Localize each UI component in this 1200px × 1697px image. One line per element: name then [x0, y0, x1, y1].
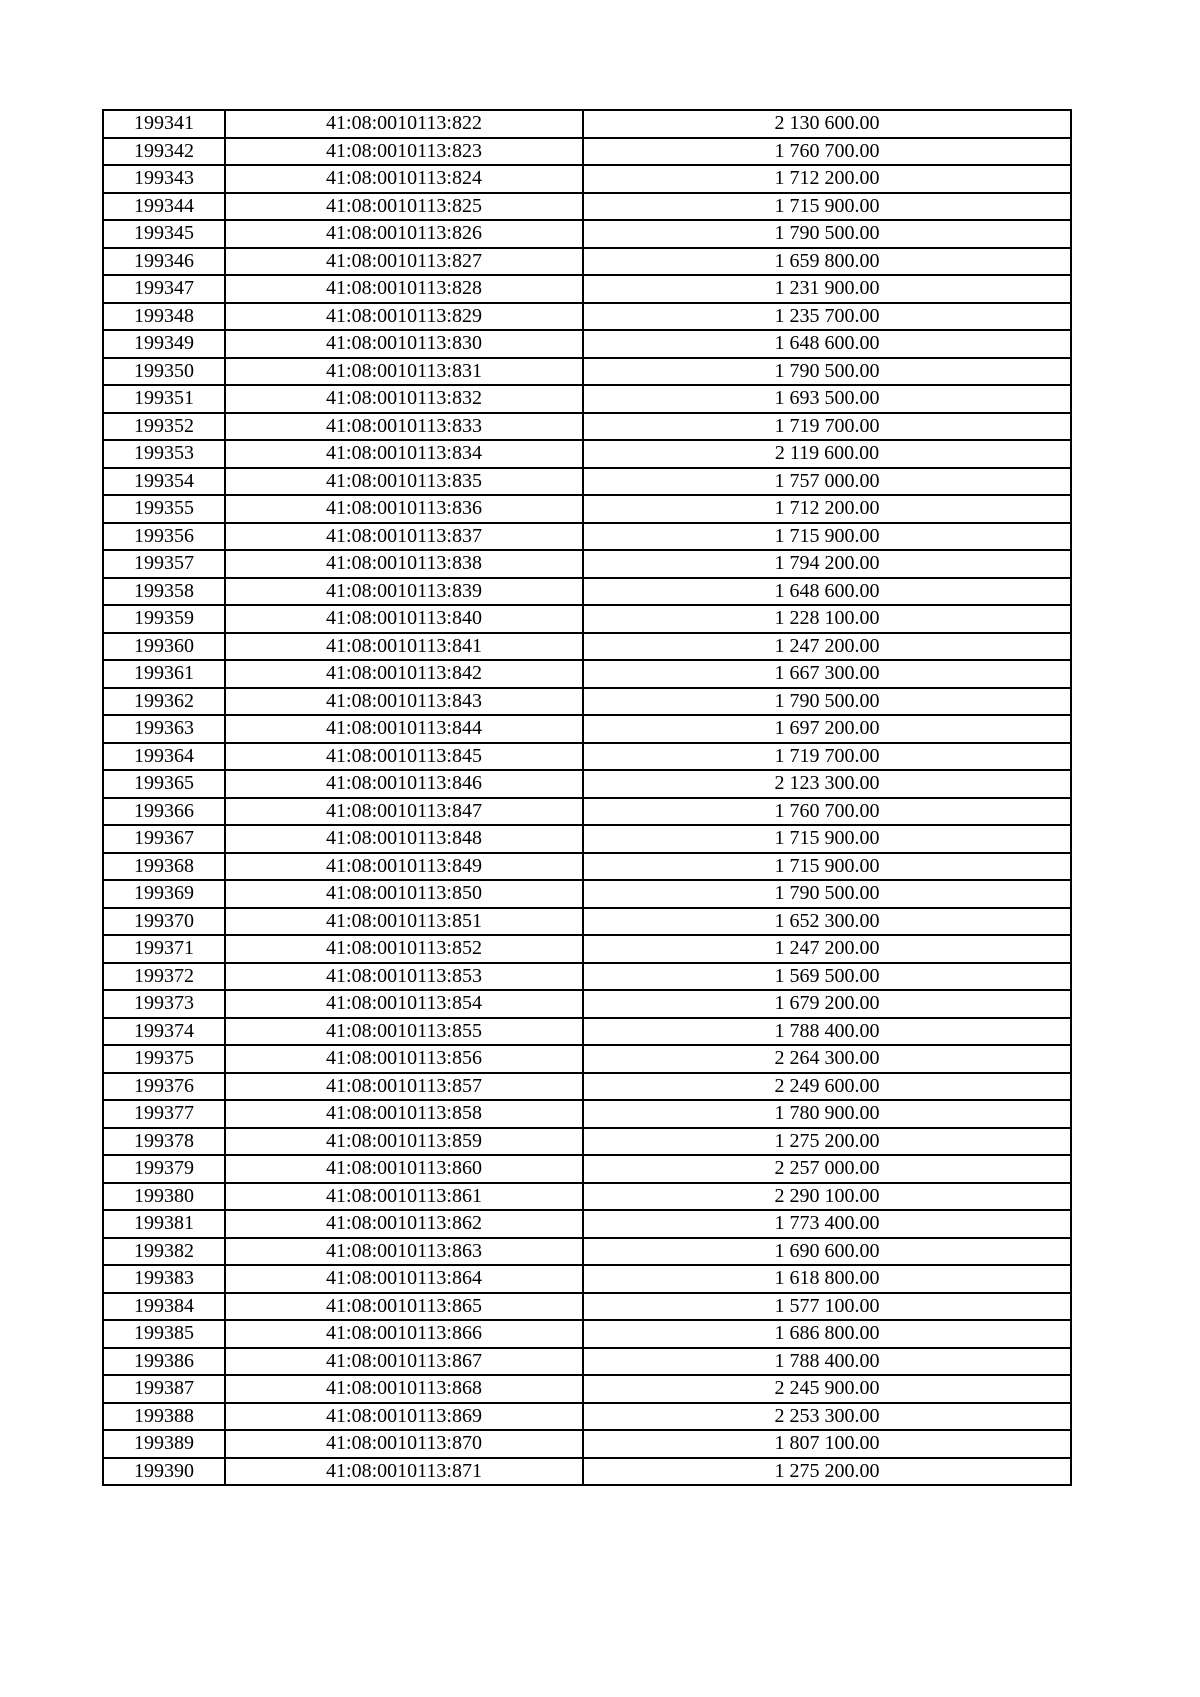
- row-number-cell: 199377: [103, 1100, 225, 1128]
- cadastral-value-cell: 1 757 000.00: [583, 468, 1071, 496]
- cadastral-number-cell: 41:08:0010113:871: [225, 1458, 583, 1486]
- table-row: [103, 1183, 1071, 1211]
- table-row: [103, 358, 1071, 386]
- row-number-cell: 199371: [103, 935, 225, 963]
- cadastral-value-cell: 1 760 700.00: [583, 138, 1071, 166]
- row-number-cell: 199387: [103, 1375, 225, 1403]
- row-number-cell: 199381: [103, 1210, 225, 1238]
- cadastral-number-cell: 41:08:0010113:829: [225, 303, 583, 331]
- cadastral-number-cell: 41:08:0010113:851: [225, 908, 583, 936]
- cadastral-number-cell: 41:08:0010113:848: [225, 825, 583, 853]
- row-number-cell: 199376: [103, 1073, 225, 1101]
- table-row: [103, 1320, 1071, 1348]
- row-number-cell: 199354: [103, 468, 225, 496]
- cadastral-value-cell: 1 275 200.00: [583, 1458, 1071, 1486]
- table-row: [103, 330, 1071, 358]
- cadastral-number-cell: 41:08:0010113:826: [225, 220, 583, 248]
- cadastral-value-cell: 1 715 900.00: [583, 193, 1071, 221]
- row-number-cell: 199343: [103, 165, 225, 193]
- table-row: [103, 413, 1071, 441]
- row-number-cell: 199374: [103, 1018, 225, 1046]
- table-row: [103, 440, 1071, 468]
- cadastral-number-cell: 41:08:0010113:859: [225, 1128, 583, 1156]
- cadastral-number-cell: 41:08:0010113:868: [225, 1375, 583, 1403]
- cadastral-value-cell: 1 790 500.00: [583, 880, 1071, 908]
- cadastral-number-cell: 41:08:0010113:849: [225, 853, 583, 881]
- row-number-cell: 199365: [103, 770, 225, 798]
- cadastral-value-cell: 1 780 900.00: [583, 1100, 1071, 1128]
- table-row: [103, 550, 1071, 578]
- row-number-cell: 199356: [103, 523, 225, 551]
- cadastral-value-cell: 1 247 200.00: [583, 633, 1071, 661]
- cadastral-number-cell: 41:08:0010113:833: [225, 413, 583, 441]
- table-row: [103, 1458, 1071, 1486]
- cadastral-number-cell: 41:08:0010113:852: [225, 935, 583, 963]
- cadastral-number-cell: 41:08:0010113:825: [225, 193, 583, 221]
- cadastral-number-cell: 41:08:0010113:850: [225, 880, 583, 908]
- cadastral-number-cell: 41:08:0010113:866: [225, 1320, 583, 1348]
- cadastral-number-cell: 41:08:0010113:864: [225, 1265, 583, 1293]
- cadastral-value-cell: 1 794 200.00: [583, 550, 1071, 578]
- row-number-cell: 199341: [103, 110, 225, 138]
- table-row: [103, 688, 1071, 716]
- cadastral-value-cell: 1 712 200.00: [583, 165, 1071, 193]
- table-row: [103, 825, 1071, 853]
- cadastral-number-cell: 41:08:0010113:834: [225, 440, 583, 468]
- cadastral-number-cell: 41:08:0010113:832: [225, 385, 583, 413]
- cadastral-value-cell: 1 686 800.00: [583, 1320, 1071, 1348]
- table-row: [103, 770, 1071, 798]
- row-number-cell: 199364: [103, 743, 225, 771]
- cadastral-value-cell: 2 249 600.00: [583, 1073, 1071, 1101]
- table-row: [103, 1100, 1071, 1128]
- cadastral-number-cell: 41:08:0010113:863: [225, 1238, 583, 1266]
- table-row: [103, 1155, 1071, 1183]
- row-number-cell: 199388: [103, 1403, 225, 1431]
- table-row: [103, 990, 1071, 1018]
- table-row: [103, 743, 1071, 771]
- table-row: [103, 138, 1071, 166]
- cadastral-value-cell: 2 264 300.00: [583, 1045, 1071, 1073]
- row-number-cell: 199352: [103, 413, 225, 441]
- row-number-cell: 199380: [103, 1183, 225, 1211]
- row-number-cell: 199353: [103, 440, 225, 468]
- cadastral-value-cell: 1 679 200.00: [583, 990, 1071, 1018]
- row-number-cell: 199390: [103, 1458, 225, 1486]
- cadastral-value-table: [102, 109, 1072, 1486]
- cadastral-number-cell: 41:08:0010113:853: [225, 963, 583, 991]
- table-row: [103, 1128, 1071, 1156]
- cadastral-number-cell: 41:08:0010113:855: [225, 1018, 583, 1046]
- table-row: [103, 110, 1071, 138]
- cadastral-value-cell: 1 760 700.00: [583, 798, 1071, 826]
- cadastral-value-cell: 1 788 400.00: [583, 1348, 1071, 1376]
- table-row: [103, 468, 1071, 496]
- table-row: [103, 523, 1071, 551]
- row-number-cell: 199349: [103, 330, 225, 358]
- row-number-cell: 199361: [103, 660, 225, 688]
- table-row: [103, 798, 1071, 826]
- cadastral-number-cell: 41:08:0010113:844: [225, 715, 583, 743]
- cadastral-value-cell: 2 119 600.00: [583, 440, 1071, 468]
- row-number-cell: 199357: [103, 550, 225, 578]
- cadastral-value-cell: 2 130 600.00: [583, 110, 1071, 138]
- table-row: [103, 1238, 1071, 1266]
- cadastral-number-cell: 41:08:0010113:870: [225, 1430, 583, 1458]
- table-row: [103, 1073, 1071, 1101]
- cadastral-number-cell: 41:08:0010113:840: [225, 605, 583, 633]
- row-number-cell: 199372: [103, 963, 225, 991]
- row-number-cell: 199351: [103, 385, 225, 413]
- table-row: [103, 165, 1071, 193]
- table-row: [103, 275, 1071, 303]
- cadastral-number-cell: 41:08:0010113:823: [225, 138, 583, 166]
- row-number-cell: 199370: [103, 908, 225, 936]
- table-row: [103, 1045, 1071, 1073]
- cadastral-value-cell: 1 228 100.00: [583, 605, 1071, 633]
- cadastral-value-cell: 1 790 500.00: [583, 688, 1071, 716]
- cadastral-value-cell: 2 253 300.00: [583, 1403, 1071, 1431]
- row-number-cell: 199350: [103, 358, 225, 386]
- row-number-cell: 199368: [103, 853, 225, 881]
- cadastral-number-cell: 41:08:0010113:862: [225, 1210, 583, 1238]
- row-number-cell: 199379: [103, 1155, 225, 1183]
- cadastral-number-cell: 41:08:0010113:836: [225, 495, 583, 523]
- cadastral-number-cell: 41:08:0010113:830: [225, 330, 583, 358]
- table-row: [103, 248, 1071, 276]
- cadastral-number-cell: 41:08:0010113:854: [225, 990, 583, 1018]
- row-number-cell: 199362: [103, 688, 225, 716]
- table-row: [103, 1210, 1071, 1238]
- cadastral-value-cell: 1 788 400.00: [583, 1018, 1071, 1046]
- cadastral-number-cell: 41:08:0010113:839: [225, 578, 583, 606]
- row-number-cell: 199385: [103, 1320, 225, 1348]
- cadastral-value-cell: 1 719 700.00: [583, 743, 1071, 771]
- cadastral-value-cell: 1 697 200.00: [583, 715, 1071, 743]
- row-number-cell: 199389: [103, 1430, 225, 1458]
- row-number-cell: 199355: [103, 495, 225, 523]
- table-row: [103, 385, 1071, 413]
- cadastral-number-cell: 41:08:0010113:843: [225, 688, 583, 716]
- row-number-cell: 199345: [103, 220, 225, 248]
- cadastral-number-cell: 41:08:0010113:841: [225, 633, 583, 661]
- table-row: [103, 1293, 1071, 1321]
- table-row: [103, 303, 1071, 331]
- row-number-cell: 199348: [103, 303, 225, 331]
- row-number-cell: 199373: [103, 990, 225, 1018]
- row-number-cell: 199347: [103, 275, 225, 303]
- cadastral-number-cell: 41:08:0010113:847: [225, 798, 583, 826]
- cadastral-value-cell: 1 648 600.00: [583, 330, 1071, 358]
- cadastral-number-cell: 41:08:0010113:865: [225, 1293, 583, 1321]
- row-number-cell: 199383: [103, 1265, 225, 1293]
- cadastral-number-cell: 41:08:0010113:835: [225, 468, 583, 496]
- cadastral-number-cell: 41:08:0010113:856: [225, 1045, 583, 1073]
- row-number-cell: 199366: [103, 798, 225, 826]
- table-row: [103, 908, 1071, 936]
- cadastral-value-cell: 2 290 100.00: [583, 1183, 1071, 1211]
- cadastral-value-cell: 1 790 500.00: [583, 220, 1071, 248]
- table-row: [103, 1403, 1071, 1431]
- row-number-cell: 199358: [103, 578, 225, 606]
- cadastral-number-cell: 41:08:0010113:860: [225, 1155, 583, 1183]
- table-row: [103, 1265, 1071, 1293]
- table-row: [103, 853, 1071, 881]
- cadastral-value-cell: 1 231 900.00: [583, 275, 1071, 303]
- cadastral-number-cell: 41:08:0010113:861: [225, 1183, 583, 1211]
- cadastral-value-cell: 1 712 200.00: [583, 495, 1071, 523]
- table-row: [103, 660, 1071, 688]
- cadastral-value-cell: 1 693 500.00: [583, 385, 1071, 413]
- cadastral-number-cell: 41:08:0010113:845: [225, 743, 583, 771]
- row-number-cell: 199344: [103, 193, 225, 221]
- cadastral-number-cell: 41:08:0010113:846: [225, 770, 583, 798]
- cadastral-value-cell: 1 667 300.00: [583, 660, 1071, 688]
- table-row: [103, 1018, 1071, 1046]
- cadastral-value-cell: 1 773 400.00: [583, 1210, 1071, 1238]
- cadastral-value-cell: 1 235 700.00: [583, 303, 1071, 331]
- table-row: [103, 605, 1071, 633]
- cadastral-number-cell: 41:08:0010113:831: [225, 358, 583, 386]
- table-row: [103, 1430, 1071, 1458]
- cadastral-number-cell: 41:08:0010113:858: [225, 1100, 583, 1128]
- cadastral-value-cell: 1 807 100.00: [583, 1430, 1071, 1458]
- table-row: [103, 963, 1071, 991]
- row-number-cell: 199342: [103, 138, 225, 166]
- cadastral-value-cell: 1 659 800.00: [583, 248, 1071, 276]
- table-row: [103, 578, 1071, 606]
- cadastral-value-cell: 1 652 300.00: [583, 908, 1071, 936]
- row-number-cell: 199369: [103, 880, 225, 908]
- row-number-cell: 199367: [103, 825, 225, 853]
- cadastral-value-cell: 1 715 900.00: [583, 825, 1071, 853]
- cadastral-number-cell: 41:08:0010113:837: [225, 523, 583, 551]
- cadastral-value-cell: 1 715 900.00: [583, 853, 1071, 881]
- row-number-cell: 199360: [103, 633, 225, 661]
- cadastral-value-cell: 1 648 600.00: [583, 578, 1071, 606]
- cadastral-value-cell: 1 690 600.00: [583, 1238, 1071, 1266]
- cadastral-value-cell: 2 245 900.00: [583, 1375, 1071, 1403]
- table-row: [103, 935, 1071, 963]
- row-number-cell: 199378: [103, 1128, 225, 1156]
- cadastral-number-cell: 41:08:0010113:838: [225, 550, 583, 578]
- cadastral-number-cell: 41:08:0010113:857: [225, 1073, 583, 1101]
- cadastral-value-cell: 1 247 200.00: [583, 935, 1071, 963]
- row-number-cell: 199382: [103, 1238, 225, 1266]
- row-number-cell: 199386: [103, 1348, 225, 1376]
- table-row: [103, 495, 1071, 523]
- cadastral-value-cell: 2 257 000.00: [583, 1155, 1071, 1183]
- table-row: [103, 1348, 1071, 1376]
- row-number-cell: 199375: [103, 1045, 225, 1073]
- cadastral-value-cell: 1 577 100.00: [583, 1293, 1071, 1321]
- row-number-cell: 199363: [103, 715, 225, 743]
- table-body: [103, 110, 1071, 1485]
- table-row: [103, 193, 1071, 221]
- cadastral-number-cell: 41:08:0010113:824: [225, 165, 583, 193]
- cadastral-value-cell: 1 569 500.00: [583, 963, 1071, 991]
- cadastral-value-cell: 1 719 700.00: [583, 413, 1071, 441]
- cadastral-number-cell: 41:08:0010113:822: [225, 110, 583, 138]
- cadastral-number-cell: 41:08:0010113:869: [225, 1403, 583, 1431]
- cadastral-value-cell: 1 790 500.00: [583, 358, 1071, 386]
- cadastral-value-cell: 1 715 900.00: [583, 523, 1071, 551]
- table-row: [103, 633, 1071, 661]
- table-row: [103, 715, 1071, 743]
- table-row: [103, 1375, 1071, 1403]
- table-row: [103, 220, 1071, 248]
- cadastral-value-cell: 2 123 300.00: [583, 770, 1071, 798]
- row-number-cell: 199384: [103, 1293, 225, 1321]
- table-row: [103, 880, 1071, 908]
- cadastral-number-cell: 41:08:0010113:827: [225, 248, 583, 276]
- cadastral-value-cell: 1 618 800.00: [583, 1265, 1071, 1293]
- row-number-cell: 199346: [103, 248, 225, 276]
- row-number-cell: 199359: [103, 605, 225, 633]
- cadastral-value-cell: 1 275 200.00: [583, 1128, 1071, 1156]
- cadastral-number-cell: 41:08:0010113:828: [225, 275, 583, 303]
- cadastral-number-cell: 41:08:0010113:867: [225, 1348, 583, 1376]
- cadastral-number-cell: 41:08:0010113:842: [225, 660, 583, 688]
